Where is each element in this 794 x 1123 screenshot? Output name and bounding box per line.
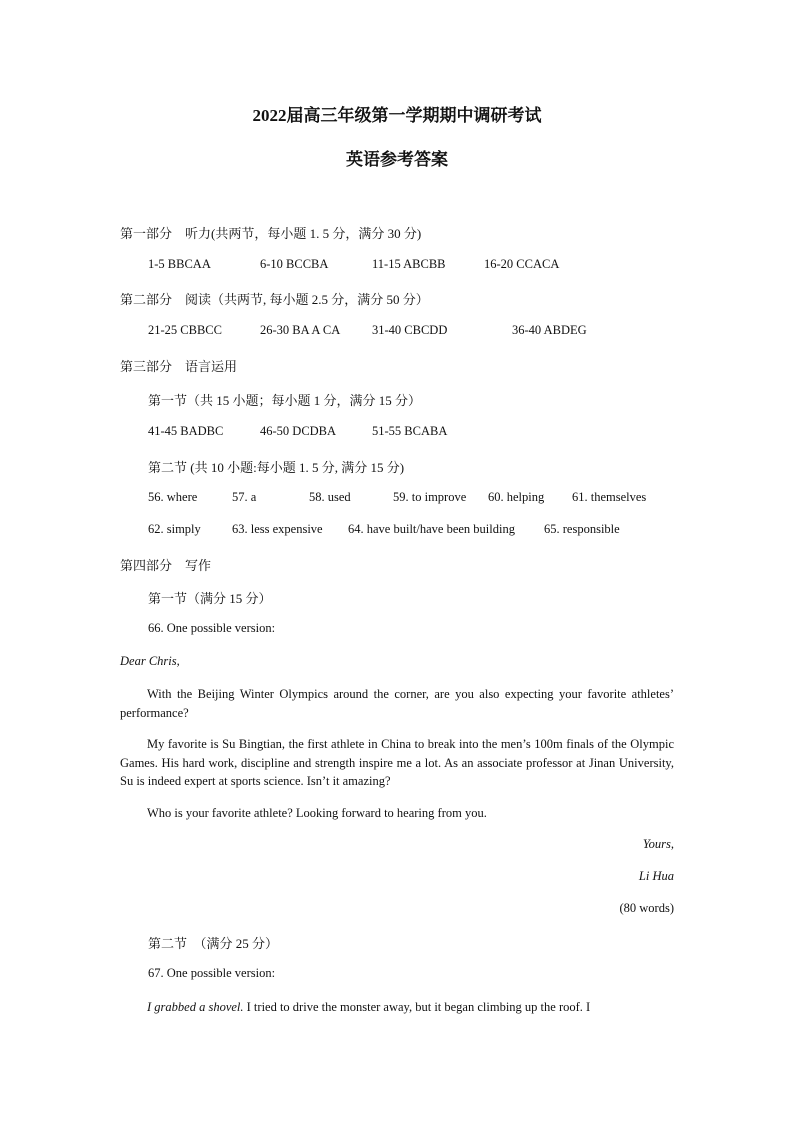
exam-subtitle: 英语参考答案: [346, 150, 448, 169]
fill-answer: 56. where: [148, 490, 198, 504]
letter-greeting: Dear Chris,: [120, 654, 180, 668]
answer-group: 41-45 BADBC: [148, 424, 224, 438]
part4-section1-heading: 第一节（满分 15 分）: [148, 591, 272, 606]
word-count: (80 words): [619, 901, 674, 915]
answer-group: 51-55 BCABA: [372, 424, 448, 438]
answer-group: 26-30 BA A CA: [260, 323, 341, 337]
letter-paragraph: Who is your favorite athlete? Looking forward to hearing from you.: [147, 806, 487, 820]
answer-group: 6-10 BCCBA: [260, 257, 329, 271]
fill-answer: 62. simply: [148, 522, 201, 536]
fill-answer: 58. used: [309, 490, 351, 504]
letter-paragraph: With the Beijing Winter Olympics around the corner, are you also expecting your favorite athletes’ performance?: [120, 687, 674, 720]
fill-answer: 65. responsible: [544, 522, 620, 536]
continuation-opening: I grabbed a shovel.: [147, 1000, 244, 1014]
fill-answer: 61. themselves: [572, 490, 647, 504]
part3-section2-row2: [148, 522, 674, 538]
exam-title: 2022届高三年级第一学期期中调研考试: [252, 106, 542, 125]
part3-section2-heading: 第二节 (共 10 小题:每小题 1. 5 分, 满分 15 分): [148, 460, 405, 475]
answer-group: 1-5 BBCAA: [148, 257, 211, 271]
fill-answer: 59. to improve: [393, 490, 467, 504]
part2-heading: 第二部分 阅读（共两节, 每小题 2.5 分，满分 50 分）: [120, 292, 429, 307]
part2-answers: [148, 323, 674, 339]
letter-paragraph: My favorite is Su Bingtian, the first athlete in China to break into the men’s 100m finals of the Olympic Games. His hard work, discipline and strength inspire me a lot. As an associate professor at Jinan University, Su is indeed expert at sports science. Isn’t it amazing?: [120, 737, 674, 788]
part3-heading: 第三部分 语言运用: [120, 359, 238, 374]
part3-section1-answers: [148, 424, 674, 440]
part3-section2-row1: [148, 490, 674, 506]
part1-answers: [148, 257, 674, 273]
letter-closing: Yours,: [642, 837, 674, 851]
part4-section2-heading: 第二节 （满分 25 分）: [148, 936, 279, 951]
fill-answer: 57. a: [232, 490, 257, 504]
answer-group: 11-15 ABCBB: [372, 257, 446, 271]
part4-heading: 第四部分 写作: [120, 558, 212, 573]
answer-group: 36-40 ABDEG: [512, 323, 587, 337]
continuation-label: 67. One possible version:: [148, 966, 276, 980]
answer-group: 21-25 CBBCC: [148, 323, 222, 337]
answer-group: 31-40 CBCDD: [372, 323, 448, 337]
model-essay-label: 66. One possible version:: [148, 621, 276, 635]
part1-heading: 第一部分 听力(共两节，每小题 1. 5 分，满分 30 分): [120, 226, 422, 241]
fill-answer: 60. helping: [488, 490, 545, 504]
continuation-paragraph: [120, 998, 674, 1017]
fill-answer: 63. less expensive: [232, 522, 323, 536]
answer-group: 16-20 CCACA: [484, 257, 560, 271]
fill-answer: 64. have built/have been building: [348, 522, 515, 536]
letter-signature: Li Hua: [638, 869, 674, 883]
answer-group: 46-50 DCDBA: [260, 424, 337, 438]
continuation-text: I tried to drive the monster away, but it began climbing up the roof. I: [243, 1000, 591, 1014]
part3-section1-heading: 第一节（共 15 小题；每小题 1 分，满分 15 分）: [148, 393, 422, 408]
